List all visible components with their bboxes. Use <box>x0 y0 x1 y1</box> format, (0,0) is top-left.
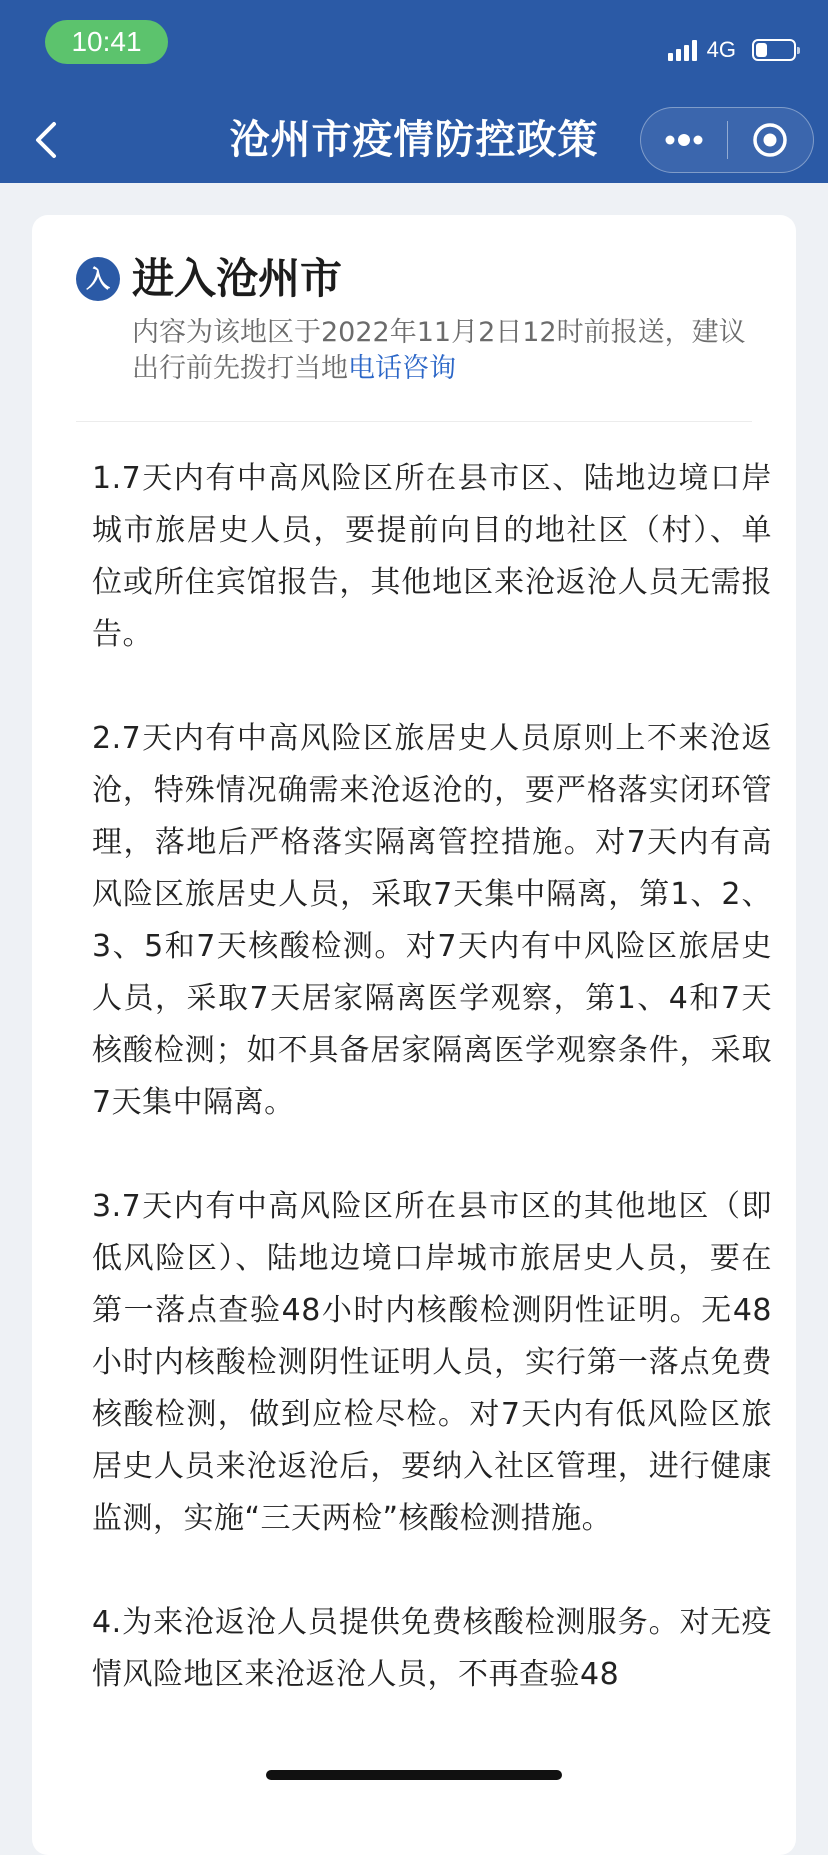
policy-item: 4.为来沧返沧人员提供免费核酸检测服务。对无疫情风险地区来沧返沧人员，不再查验48 <box>92 1605 772 1692</box>
policy-item: 2.7天内有中高风险区旅居史人员原则上不来沧返沧，特殊情况确需来沧返沧的，要严格落实闭环管理，落地后严格落实隔离管控措施。对7天内有高风险区旅居史人员，采取7天集中隔离，第1、2、3、5和7天核酸检测。对7天内有中风险区旅居史人员，采取7天居家隔离医学观察，第1、4和7天核酸检测；如不具备居家隔离医学观察条件，采取7天集中隔离。 <box>92 721 772 1120</box>
battery-level <box>756 43 767 57</box>
phone-consult-link[interactable]: 电话咨询 <box>348 353 456 384</box>
update-note <box>132 315 772 387</box>
home-indicator[interactable] <box>266 1770 562 1780</box>
more-dots-icon <box>664 134 704 146</box>
policy-item: 1.7天内有中高风险区所在县市区、陆地边境口岸城市旅居史人员，要提前向目的地社区（村）、单位或所住宾馆报告，其他地区来沧返沧人员无需报告。 <box>92 461 772 652</box>
entry-badge-icon: 入 <box>76 257 120 301</box>
chevron-left-icon <box>34 120 58 160</box>
policy-list <box>92 453 772 1753</box>
mini-program-capsule <box>640 107 814 173</box>
battery-icon <box>752 39 796 61</box>
app-header <box>0 0 828 183</box>
policy-card <box>32 215 796 1855</box>
cellular-signal-icon <box>668 39 697 61</box>
more-button[interactable] <box>641 108 727 172</box>
status-time: 10:41 <box>45 20 168 64</box>
network-type: 4G <box>706 37 736 62</box>
back-button[interactable] <box>22 112 70 168</box>
status-indicators <box>668 36 796 64</box>
update-note-text: 内容为该地区于2022年11月2日12时前报送，建议出行前先拨打当地 <box>132 317 746 384</box>
page-title: 沧州市疫情防控政策 <box>229 117 599 163</box>
divider <box>76 421 752 422</box>
policy-item: 3.7天内有中高风险区所在县市区的其他地区（即低风险区）、陆地边境口岸城市旅居史人员，要在第一落点查验48小时内核酸检测阴性证明。无48小时内核酸检测阴性证明人员，实行第一落点免费核酸检测，做到应检尽检。对7天内有低风险区旅居史人员来沧返沧后，要纳入社区管理，进行健康监测，实施“三天两检”核酸检测措施。 <box>92 1189 772 1536</box>
close-button[interactable] <box>728 108 814 172</box>
target-circle-icon <box>752 122 788 158</box>
section-title: 进入沧州市 <box>132 254 343 303</box>
